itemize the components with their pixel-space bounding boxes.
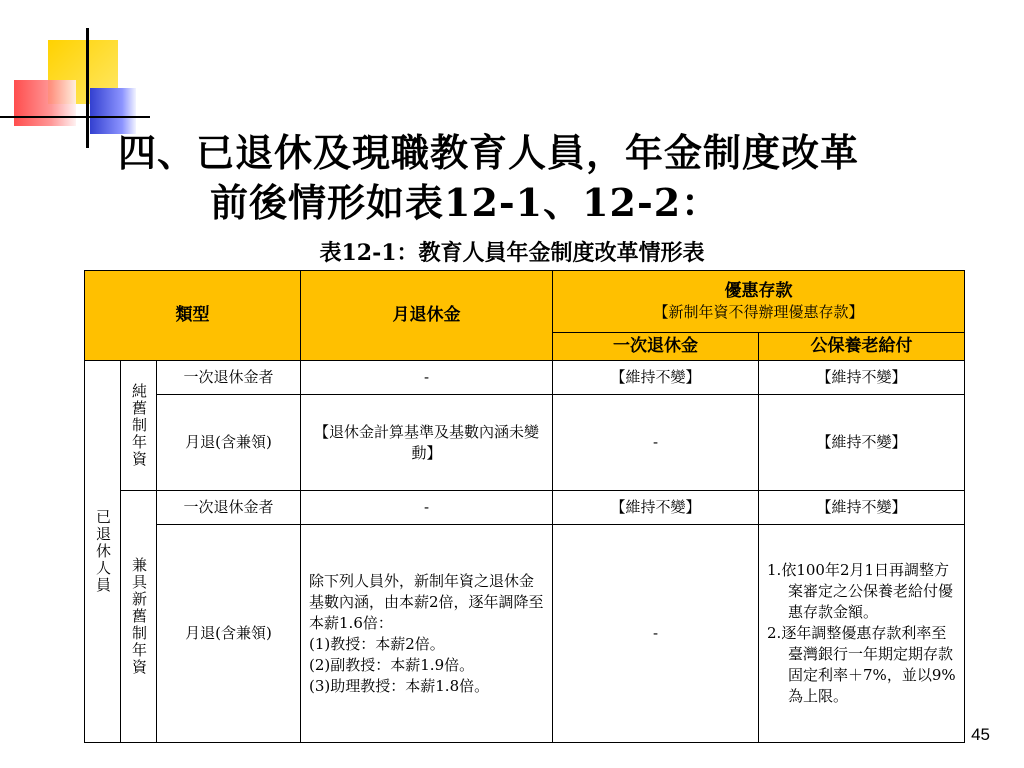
header-preferential-deposit xyxy=(553,271,965,333)
row4-monthly-line: 除下列人員外，新制年資之退休金基數內涵，由本薪2倍，逐年調降至本薪1.6倍： xyxy=(309,571,544,632)
header-type: 類型 xyxy=(85,271,301,361)
pension-reform-table xyxy=(84,270,965,743)
header-lump-sum: 一次退休金 xyxy=(553,333,759,361)
row3-insurance: 【維持不變】 xyxy=(759,491,965,525)
decor-red-square xyxy=(14,80,76,126)
group-retired-label: 已退休人員 xyxy=(85,361,121,743)
row1-type: 一次退休金者 xyxy=(157,361,301,395)
row3-monthly: - xyxy=(301,491,553,525)
row3-lump: 【維持不變】 xyxy=(553,491,759,525)
slide-title-line1: 四、已退休及現職教育人員，年金制度改革 xyxy=(118,130,860,175)
row2-type: 月退(含兼領) xyxy=(157,395,301,491)
header-insurance: 公保養老給付 xyxy=(759,333,965,361)
header-preferential-note: 【新制年資不得辦理優惠存款】 xyxy=(653,302,864,321)
row4-type: 月退(含兼領) xyxy=(157,525,301,743)
row1-insurance: 【維持不變】 xyxy=(759,361,965,395)
row2-monthly: 【退休金計算基準及基數內涵未變動】 xyxy=(301,395,553,491)
decor-horizontal-line xyxy=(0,116,150,118)
subgroup-old-system-label: 純舊制年資 xyxy=(121,361,157,491)
row2-lump: - xyxy=(553,395,759,491)
row1-monthly: - xyxy=(301,361,553,395)
row3-type: 一次退休金者 xyxy=(157,491,301,525)
row4-monthly xyxy=(301,525,553,743)
row2-insurance: 【維持不變】 xyxy=(759,395,965,491)
row4-insurance-item: 1.依100年2月1日再調整方案審定之公保養老給付優惠存款金額。 xyxy=(767,561,954,621)
row1-lump: 【維持不變】 xyxy=(553,361,759,395)
header-monthly-pension: 月退休金 xyxy=(301,271,553,361)
row4-monthly-line: (1)教授：本薪2倍。 xyxy=(309,634,445,653)
row4-insurance-list xyxy=(767,560,956,707)
row4-insurance-item: 2.逐年調整優惠存款利率至臺灣銀行一年期定期存款固定利率＋7%，並以9%為上限。 xyxy=(767,624,956,705)
table-caption: 表12-1：教育人員年金制度改革情形表 xyxy=(319,240,705,266)
subgroup-mixed-system-label: 兼具新舊制年資 xyxy=(121,491,157,743)
row4-monthly-line: (2)副教授：本薪1.9倍。 xyxy=(309,655,475,674)
header-preferential-title: 優惠存款 xyxy=(724,280,793,301)
row4-monthly-line: (3)助理教授：本薪1.8倍。 xyxy=(309,676,490,695)
slide-title-line2: 前後情形如表12-1、12-2： xyxy=(210,180,721,225)
decor-vertical-line xyxy=(86,28,89,148)
page-number: 45 xyxy=(971,725,990,744)
row4-lump: - xyxy=(553,525,759,743)
row4-insurance xyxy=(759,525,965,743)
slide-title xyxy=(118,128,1008,228)
